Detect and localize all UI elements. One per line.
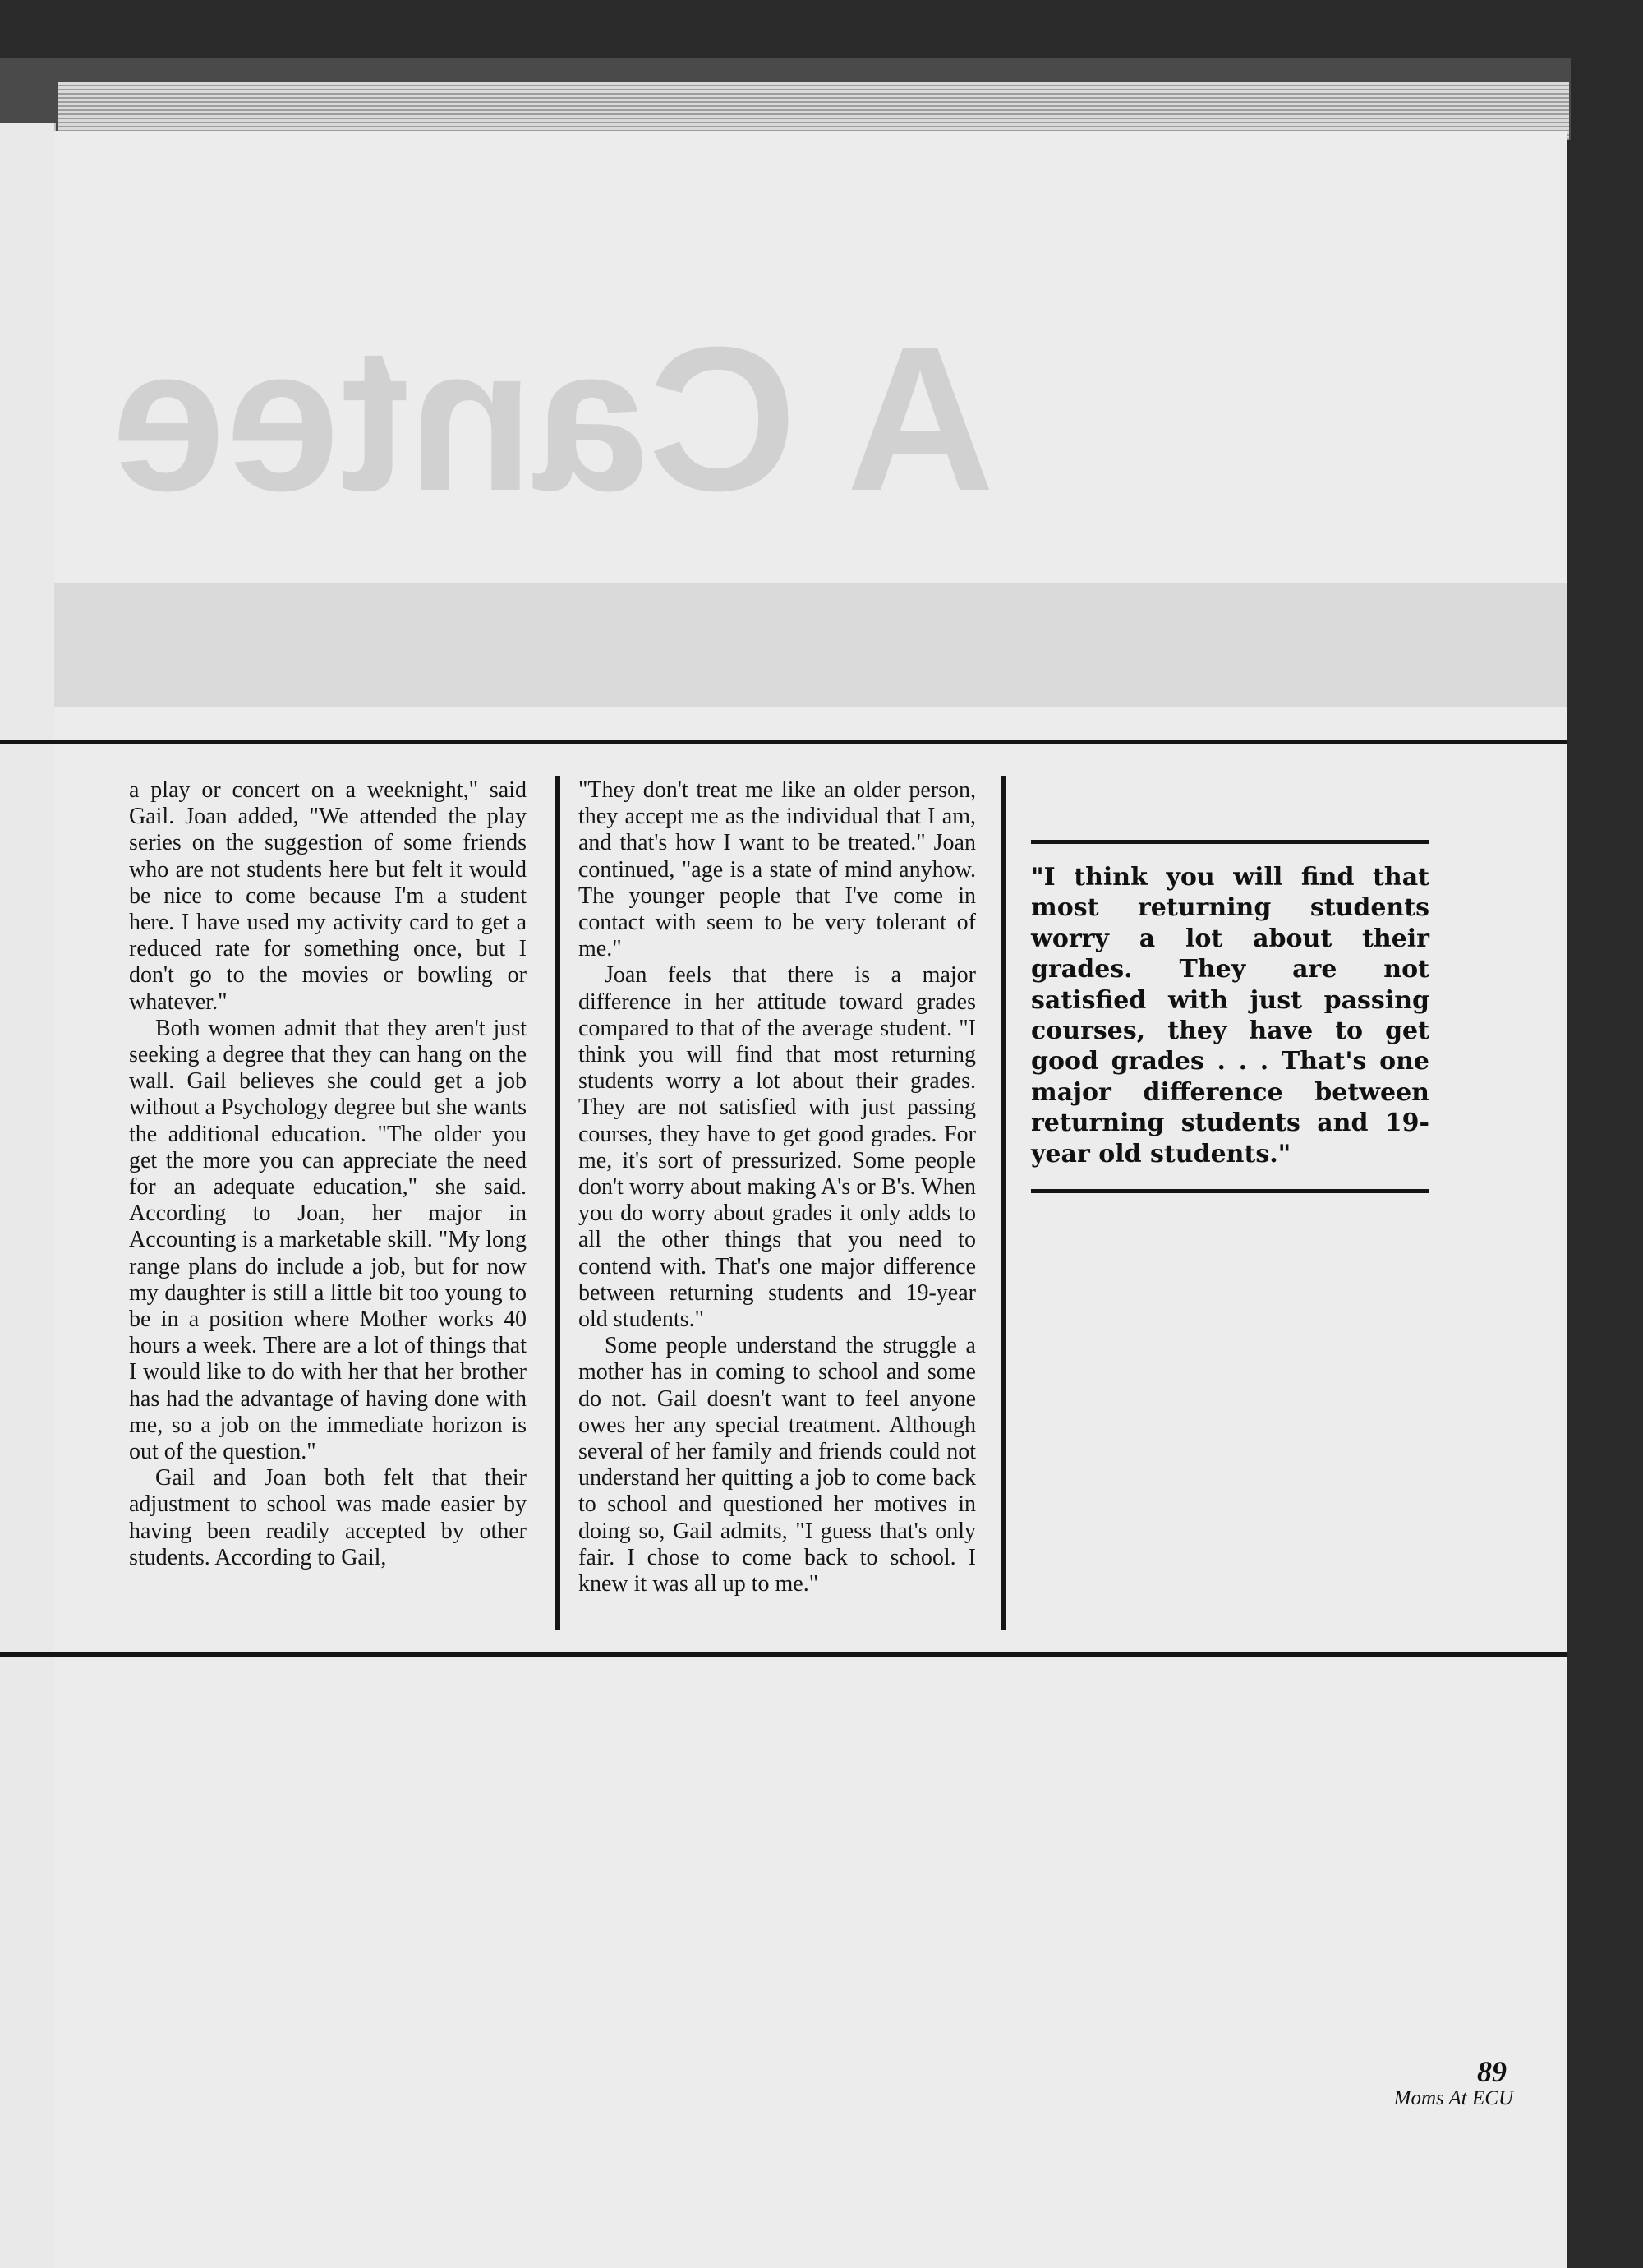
paragraph: Gail and Joan both felt that their adjustment to school was made easier by having been readily accepted by other students. According to Gail, xyxy=(129,1465,527,1570)
paragraph: Joan feels that there is a major difference in her attitude toward grades compared to that of the average student. "I think you will find that most returning students worry a lot about their grades. They are not satisfied with just passing courses, they have to get good grades. For me, it's sort of pressurized. Some people don't worry about making A's or B's. When you do worry about grades it only adds to all the other things that you need to contend with. That's one major difference between returning students and 19-year old students." xyxy=(578,962,976,1333)
paragraph: "They don't treat me like an older person, they accept me as the individual that I am, and that's how I want to be treated." Joan continued, "age is a state of mind anyhow. The younger people that I've come in contact with seem to be very tolerant of me." xyxy=(578,777,976,962)
footer-label: Moms At ECU xyxy=(1393,2087,1513,2109)
article-column-1 xyxy=(129,777,527,1648)
paragraph: Both women admit that they aren't just seeking a degree that they can hang on the wall. Gail believes she could get a job without a Psychology degree but she wants the additional education. "The older you get the more you can appreciate the need for an adequate education," she said. According to Joan, her major in Accounting is a marketable skill. "My long range plans do include a job, but for now my daughter is still a little bit too young to be in a position where Mother works 40 hours a week. There are a lot of things that I would like to do with her that her brother has had the advantage of having done with me, so a job on the immediate horizon is out of the question." xyxy=(129,1015,527,1465)
bottom-rule xyxy=(0,1652,1567,1657)
pull-quote xyxy=(1031,840,1429,1193)
column-divider-2 xyxy=(1001,776,1006,1630)
article-column-2 xyxy=(578,777,976,1648)
column-divider-1 xyxy=(555,776,560,1630)
paragraph: Some people understand the struggle a mother has in coming to school and some do not. Gail doesn't want to feel anyone owes her any special treatment. Although several of her family and friends could not understand her quitting a job to come back to school and questioned her motives in doing so, Gail admits, "I guess that's only fair. I chose to come back to school. I knew it was all up to me." xyxy=(578,1333,976,1597)
pull-quote-text: "I think you will find that most returning students worry a lot about their grades. They are not satisfied with just passing courses, they have to get good grades . . . That's one major difference between returning students and 19-year old students." xyxy=(1031,863,1429,1169)
top-rule xyxy=(0,740,1567,744)
page-number: 89 xyxy=(1477,2055,1507,2088)
left-page-edge xyxy=(0,123,56,2268)
paragraph: a play or concert on a weeknight," said Gail. Joan added, "We attended the play series on the suggestion of some friends who are not students here but felt it would be nice to come because I'm a student here. I have used my activity card to get a reduced rate for something once, but I don't go to the movies or bowling or whatever." xyxy=(129,777,527,1015)
